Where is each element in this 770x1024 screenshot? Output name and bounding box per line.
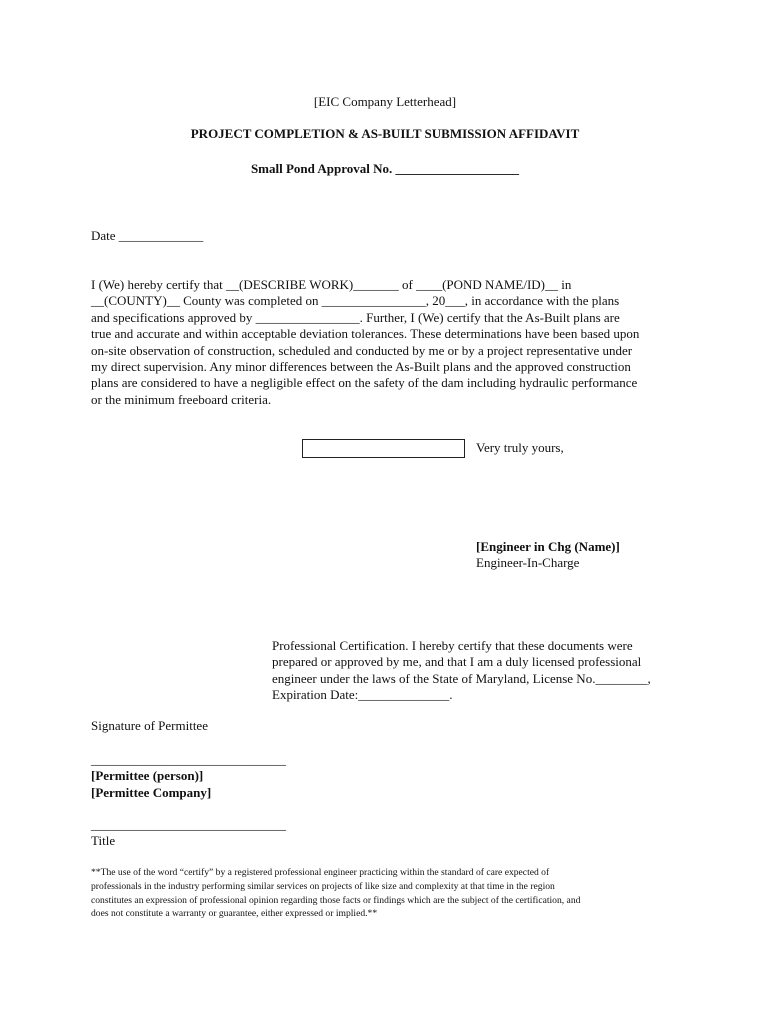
- professional-certification-line: prepared or approved by me, and that I am a duly licensed professional: [272, 654, 642, 670]
- professional-certification: [272, 638, 712, 704]
- permittee-person: [Permittee (person)]: [91, 768, 204, 783]
- certification-line: true and accurate and within acceptable deviation tolerances. These determinations have been based upon: [91, 326, 640, 342]
- certification-line: or the minimum freeboard criteria.: [91, 391, 272, 407]
- approval-number-line: Small Pond Approval No. ___________________: [250, 161, 520, 176]
- certification-paragraph: [91, 277, 691, 408]
- document-title: PROJECT COMPLETION & AS-BUILT SUBMISSION AFFIDAVIT: [190, 126, 580, 141]
- permittee-signature-line: ______________________________: [91, 752, 286, 767]
- footnote-line: constitutes an expression of professional opinion regarding those facts or findings which are the subject of the certification, and: [91, 894, 581, 906]
- footnote-line: professionals in the industry performing similar services on projects of like size and complexity at that time in the region: [91, 880, 555, 892]
- certification-line: and specifications approved by ________________. Further, I (We) certify that the As-Built plans are: [91, 309, 620, 325]
- title-label: Title: [91, 833, 116, 848]
- permittee-signature-label: Signature of Permittee: [91, 718, 208, 733]
- title-signature-line: ______________________________: [91, 817, 286, 832]
- certification-line: plans are considered to have a negligible effect on the safety of the dam including hydraulic performance: [91, 375, 638, 391]
- footnote-line: **The use of the word “certify” by a registered professional engineer practicing within the standard of care expected of: [91, 867, 550, 878]
- letterhead: [EIC Company Letterhead]: [313, 94, 457, 109]
- date-line: Date _____________: [91, 228, 204, 243]
- signature-field[interactable]: [302, 439, 465, 458]
- certification-line: on-site observation of construction, scheduled and conducted by me or by a project representative under: [91, 342, 633, 358]
- certification-line: I (We) hereby certify that __(DESCRIBE WORK)_______ of ____(POND NAME/ID)__ in: [91, 277, 572, 292]
- engineer-role: Engineer-In-Charge: [476, 555, 580, 570]
- certification-line: __(COUNTY)__ County was completed on ________________, 20___, in accordance with the plans: [91, 293, 620, 309]
- engineer-name: [Engineer in Chg (Name)]: [476, 539, 620, 554]
- footnote-line: does not constitute a warranty or guarantee, either expressed or implied.**: [91, 908, 378, 920]
- professional-certification-line: Professional Certification. I hereby certify that these documents were: [272, 638, 633, 653]
- professional-certification-line: Expiration Date:______________.: [272, 687, 453, 703]
- closing-salutation: Very truly yours,: [476, 440, 564, 455]
- certify-footnote: [91, 866, 691, 921]
- certification-line: my direct supervision. Any minor differences between the As-Built plans and the approved construction: [91, 359, 631, 375]
- professional-certification-line: engineer under the laws of the State of Maryland, License No.________,: [272, 670, 651, 686]
- permittee-company: [Permittee Company]: [91, 785, 212, 800]
